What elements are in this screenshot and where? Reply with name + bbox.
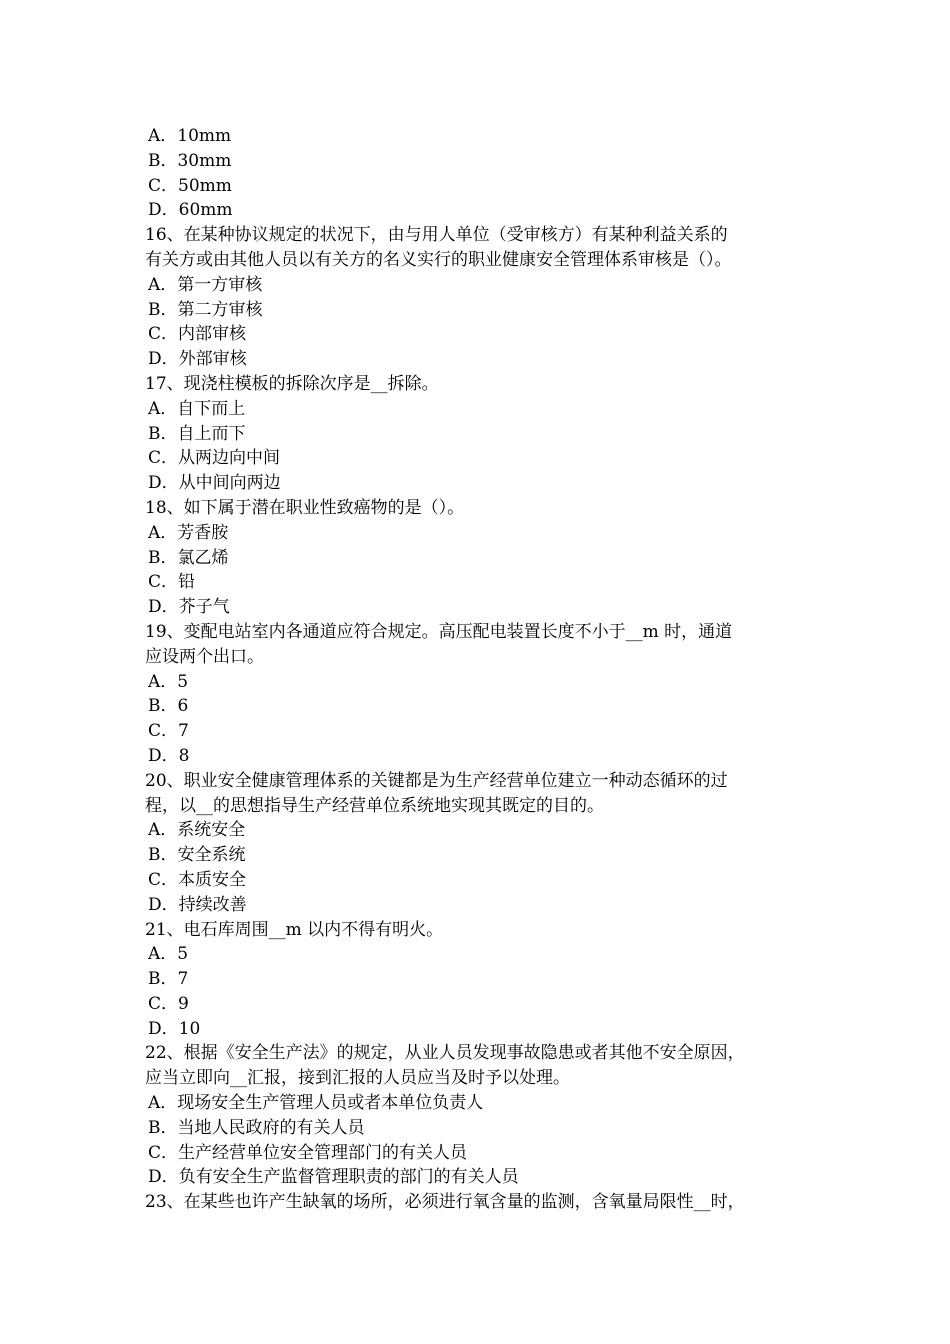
question-stem bbox=[145, 223, 820, 273]
answer-option: B．当地人民政府的有关人员 bbox=[148, 1117, 365, 1138]
answer-option: B．6 bbox=[148, 696, 189, 717]
question-line: 17、现浇柱模板的拆除次序是__拆除。 bbox=[145, 373, 439, 394]
answer-option: A．芳香胺 bbox=[148, 522, 229, 543]
answer-option: C．9 bbox=[148, 993, 189, 1014]
answer-option: A．5 bbox=[148, 671, 189, 692]
question-line: 程，以__的思想指导生产经营单位系统地实现其既定的目的。 bbox=[145, 795, 604, 816]
answer-option: A．5 bbox=[148, 944, 189, 965]
question-line: 21、电石库周围__m 以内不得有明火。 bbox=[145, 919, 444, 940]
question-stem bbox=[145, 372, 820, 397]
answer-option: A．系统安全 bbox=[148, 820, 246, 841]
answer-option: D．外部审核 bbox=[148, 349, 247, 370]
question-stem bbox=[145, 1190, 820, 1215]
answer-option: C．50mm bbox=[148, 175, 232, 196]
answer-option: C．本质安全 bbox=[148, 869, 247, 890]
question-line: 19、变配电站室内各通道应符合规定。高压配电装置长度不小于__m 时，通道 bbox=[145, 621, 733, 642]
answer-option: B．7 bbox=[148, 969, 189, 990]
answer-option: A．自下而上 bbox=[148, 398, 246, 419]
answer-option: B．30mm bbox=[148, 150, 232, 171]
answer-option: B．氯乙烯 bbox=[148, 547, 229, 568]
answer-option: D．8 bbox=[148, 745, 190, 766]
question-line: 20、职业安全健康管理体系的关键都是为生产经营单位建立一种动态循环的过 bbox=[145, 770, 728, 791]
answer-option: C．铅 bbox=[148, 572, 196, 593]
answer-option: D．芥子气 bbox=[148, 597, 230, 618]
answer-option: A．现场安全生产管理人员或者本单位负责人 bbox=[148, 1093, 484, 1114]
question-line: 23、在某些也许产生缺氧的场所，必须进行氧含量的监测，含氧量局限性__时， bbox=[145, 1192, 745, 1213]
question-stem bbox=[145, 918, 820, 943]
question-stem bbox=[145, 769, 820, 819]
answer-option: A．第一方审核 bbox=[148, 274, 263, 295]
question-line: 应当立即向__汇报，接到汇报的人员应当及时予以处理。 bbox=[145, 1068, 570, 1089]
answer-option: C．从两边向中间 bbox=[148, 448, 281, 469]
exam-content bbox=[145, 124, 820, 1215]
question-stem bbox=[145, 496, 820, 521]
question-line: 有关方或由其他人员以有关方的名义实行的职业健康安全管理体系审核是（）。 bbox=[145, 249, 732, 270]
answer-option: D．10 bbox=[148, 1018, 201, 1039]
answer-option: A．10mm bbox=[148, 126, 232, 146]
question-line: 应设两个出口。 bbox=[145, 646, 264, 667]
answer-option: C．生产经营单位安全管理部门的有关人员 bbox=[148, 1142, 468, 1163]
answer-option: B．安全系统 bbox=[148, 845, 246, 866]
question-line: 22、根据《安全生产法》的规定，从业人员发现事故隐患或者其他不安全原因， bbox=[145, 1043, 745, 1064]
answer-option: B．自上而下 bbox=[148, 423, 246, 444]
answer-option: D．负有安全生产监督管理职责的部门的有关人员 bbox=[148, 1167, 519, 1188]
answer-option: D．60mm bbox=[148, 200, 233, 221]
answer-option: B．第二方审核 bbox=[148, 299, 263, 320]
question-stem bbox=[145, 1041, 820, 1091]
question-line: 18、如下属于潜在职业性致癌物的是（）。 bbox=[145, 497, 465, 518]
answer-option: C．7 bbox=[148, 721, 189, 742]
question-stem bbox=[145, 620, 820, 670]
answer-option: C．内部审核 bbox=[148, 324, 247, 345]
question-line: 16、在某种协议规定的状况下，由与用人单位（受审核方）有某种利益关系的 bbox=[145, 225, 728, 246]
answer-option: D．从中间向两边 bbox=[148, 473, 281, 494]
answer-option: D．持续改善 bbox=[148, 894, 247, 915]
